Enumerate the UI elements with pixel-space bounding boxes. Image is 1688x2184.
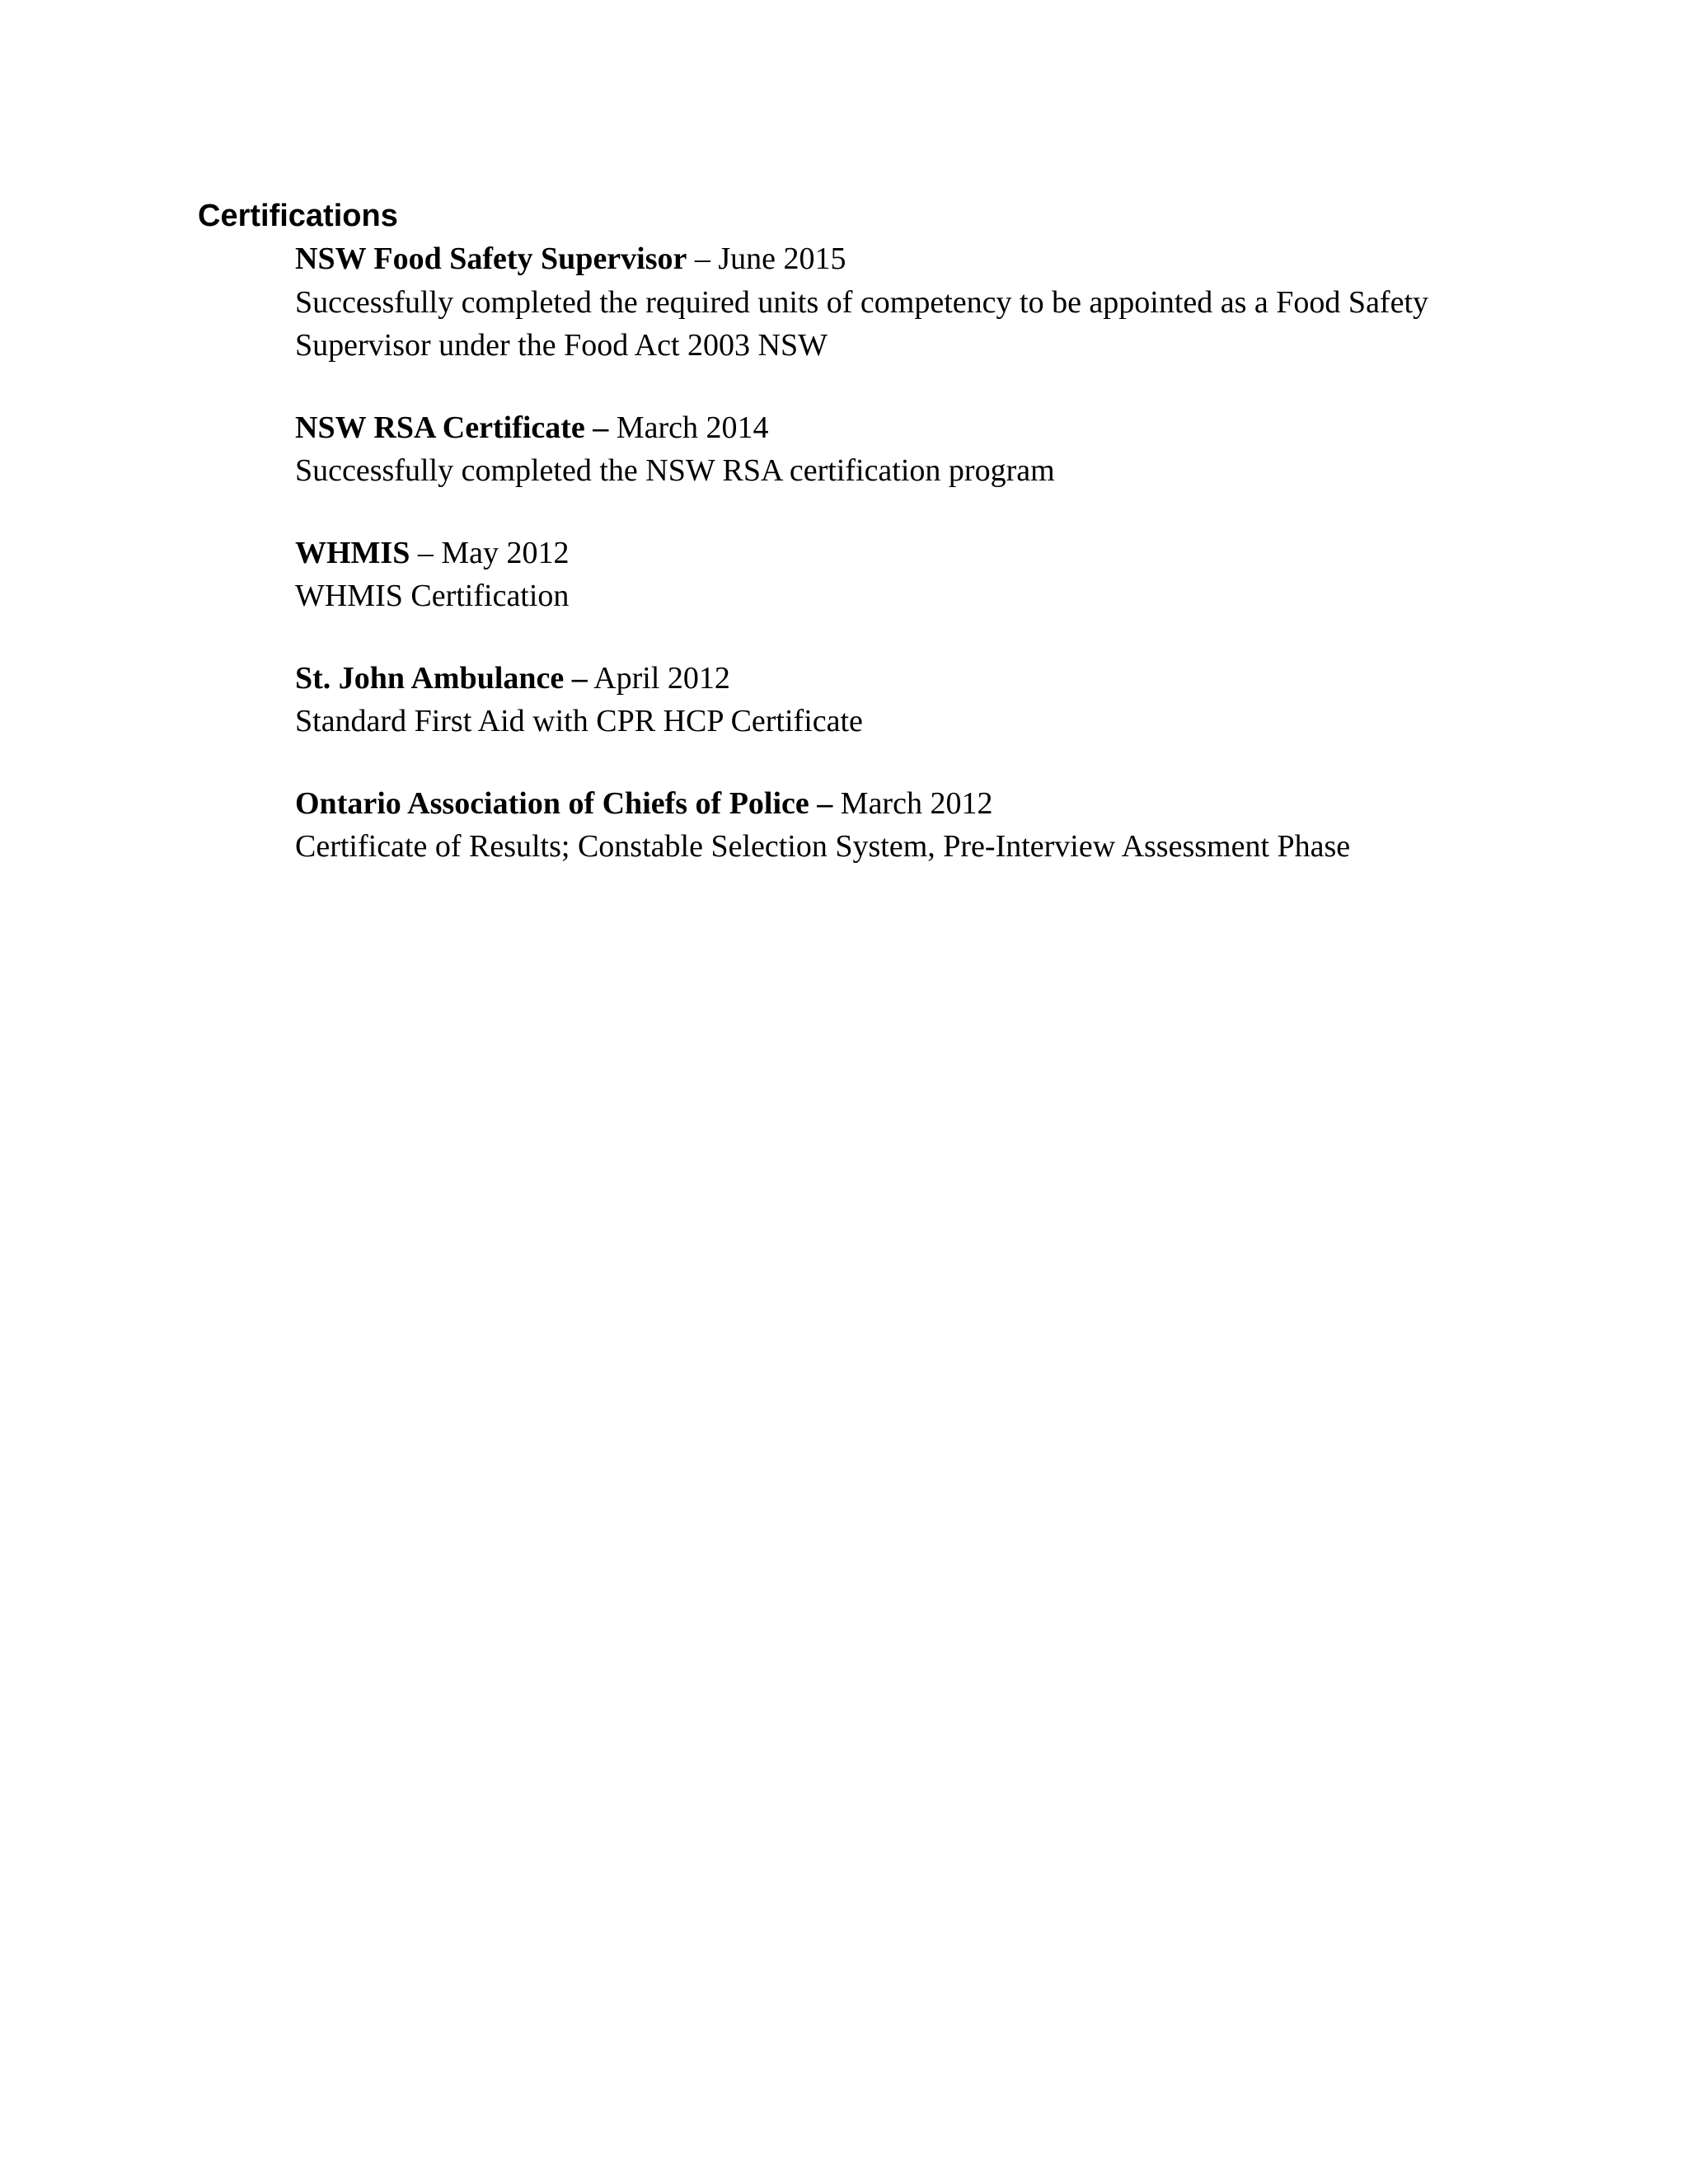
certification-name: NSW Food Safety Supervisor — [295, 241, 687, 276]
certification-name: St. John Ambulance – — [295, 660, 588, 696]
certification-entry-st-john-ambulance — [295, 657, 1531, 743]
certification-date: June 2015 — [718, 241, 846, 276]
certification-heading — [295, 532, 1531, 575]
certifications-list — [295, 237, 1531, 907]
certification-entry-food-safety — [295, 237, 1531, 368]
certification-description: WHMIS Certification — [295, 579, 570, 613]
certification-description: Successfully completed the required units of competency to be appointed as a Food Safety Supervisor under the Food Act 2003 NSW — [295, 284, 1429, 363]
certification-entry-rsa — [295, 406, 1531, 493]
certification-separator — [832, 786, 841, 821]
certification-name: NSW RSA Certificate – — [295, 410, 609, 445]
certification-date: April 2012 — [593, 660, 730, 696]
certification-description: Certificate of Results; Constable Selection System, Pre-Interview Assessment Phase — [295, 829, 1351, 864]
certification-heading — [295, 406, 1531, 450]
certification-separator: – — [410, 535, 442, 570]
certification-date: March 2012 — [840, 785, 993, 821]
section-title: Certifications — [198, 199, 398, 233]
certification-heading — [295, 657, 1531, 701]
certification-heading — [295, 237, 1531, 281]
certification-name: Ontario Association of Chiefs of Police – — [295, 785, 833, 821]
certification-description: Standard First Aid with CPR HCP Certificate — [295, 704, 863, 738]
certification-separator: – — [687, 241, 719, 276]
certification-description: Successfully completed the NSW RSA certification program — [295, 453, 1055, 488]
certification-date: May 2012 — [441, 535, 570, 570]
certification-entry-chiefs-of-police — [295, 782, 1531, 869]
certification-entry-whmis — [295, 532, 1531, 618]
certification-separator — [608, 410, 617, 445]
certification-heading — [295, 782, 1531, 826]
certification-date: March 2014 — [616, 410, 769, 445]
certification-name: WHMIS — [295, 535, 410, 570]
